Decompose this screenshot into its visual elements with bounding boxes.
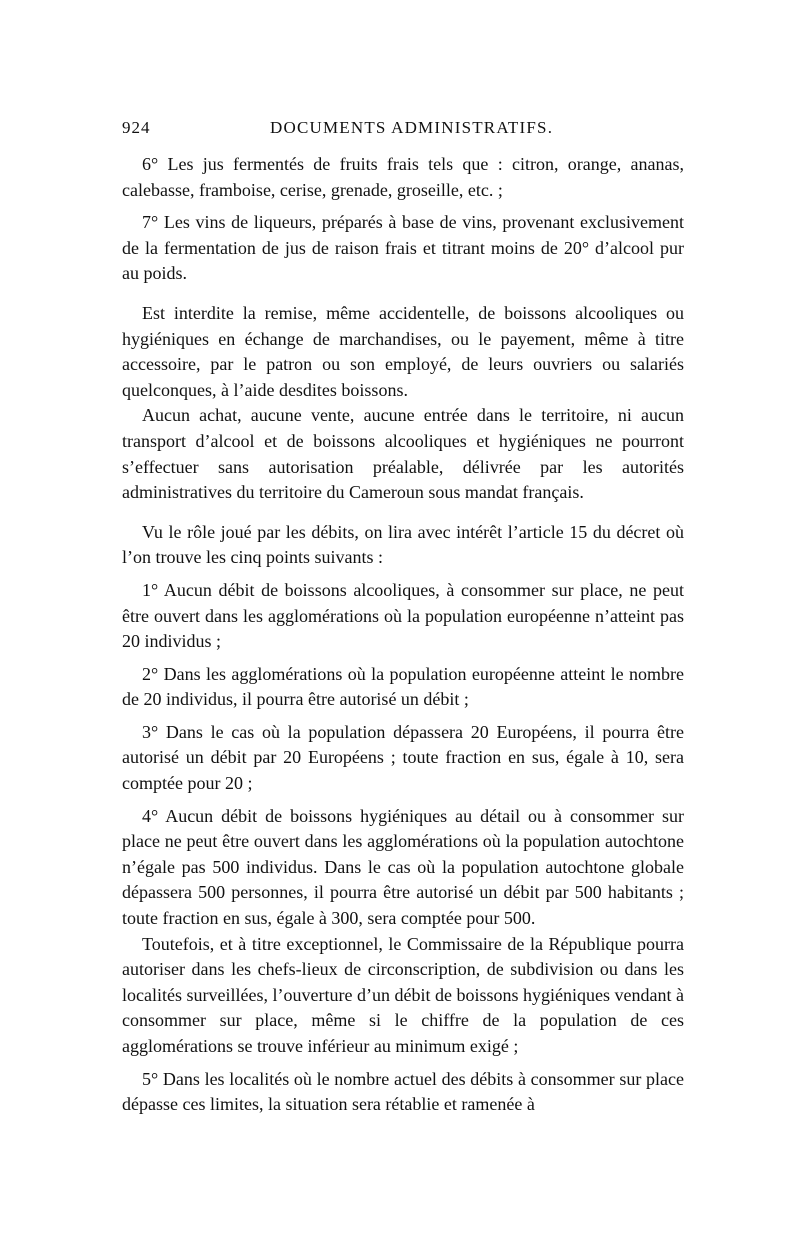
paragraph-autorisation: Aucun achat, aucune vente, aucune entrée dans le territoire, ni aucun transport d’alcool et de boissons alcooliques et hygiéniques ne pourront s’effectuer sans autorisation préalable, délivrée par les autorités administratives du territoire du Cameroun sous mandat français. bbox=[122, 405, 684, 503]
running-header bbox=[122, 118, 682, 142]
paragraph-point-5: 5° Dans les localités où le nombre actuel des débits à consommer sur place dépasse ces limites, la situation sera rétablie et ramenée à bbox=[122, 1068, 684, 1115]
paragraph-item-7: 7° Les vins de liqueurs, préparés à base de vins, provenant exclusivement de la fermentation de jus de raison frais et titrant moins de 20° d’alcool pur au poids. bbox=[122, 212, 684, 284]
paragraph-point-4: 4° Aucun débit de boissons hygiéniques au détail ou à consommer sur place ne peut être ouvert dans les agglomérations où la population autochtone n’égale pas 500 individus. Dans le cas où la population autochtone globale dépassera 500 personnes, il pourra être autorisé un débit par 500 habitants ; toute fraction en sus, égale à 300, sera comptée pour 500. bbox=[122, 805, 684, 929]
page-number: 924 bbox=[122, 118, 151, 137]
paragraph-interdiction: Est interdite la remise, même accidentelle, de boissons alcooliques ou hygiéniques en échange de marchandises, ou le payement, même à titre accessoire, par le patron ou son employé, de leurs ouvriers ou salariés quelconques, à l’aide desdites boissons. bbox=[122, 302, 684, 400]
paragraph-toutefois: Toutefois, et à titre exceptionnel, le Commissaire de la République pourra autoriser dans les chefs-lieux de circonscription, de subdivision ou dans les localités surveillées, l’ouverture d’un débit de boissons hygiéniques vendant à consommer sur place, même si le chiffre de la population de ces agglomérations se trouve inférieur au minimum exigé ; bbox=[122, 933, 684, 1056]
running-title: DOCUMENTS ADMINISTRATIFS. bbox=[270, 118, 554, 137]
paragraph-point-1: 1° Aucun débit de boissons alcooliques, à consommer sur place, ne peut être ouvert dans les agglomérations où la population européenne n’atteint pas 20 individus ; bbox=[122, 579, 684, 652]
paragraph-article-15: Vu le rôle joué par les débits, on lira avec intérêt l’article 15 du décret où l’on trouve les cinq points suivants : bbox=[122, 521, 684, 568]
paragraph-item-6: 6° Les jus fermentés de fruits frais tels que : citron, orange, ananas, calebasse, framboise, cerise, grenade, groseille, etc. ; bbox=[122, 154, 684, 200]
paragraph-point-3: 3° Dans le cas où la population dépassera 20 Européens, il pourra être autorisé un débit par 20 Européens ; toute fraction en sus, égale à 10, sera comptée pour 20 ; bbox=[122, 721, 684, 794]
body-text bbox=[122, 152, 684, 1118]
paragraph-point-2: 2° Dans les agglomérations où la population européenne atteint le nombre de 20 individus, il pourra être autorisé un débit ; bbox=[122, 663, 684, 710]
